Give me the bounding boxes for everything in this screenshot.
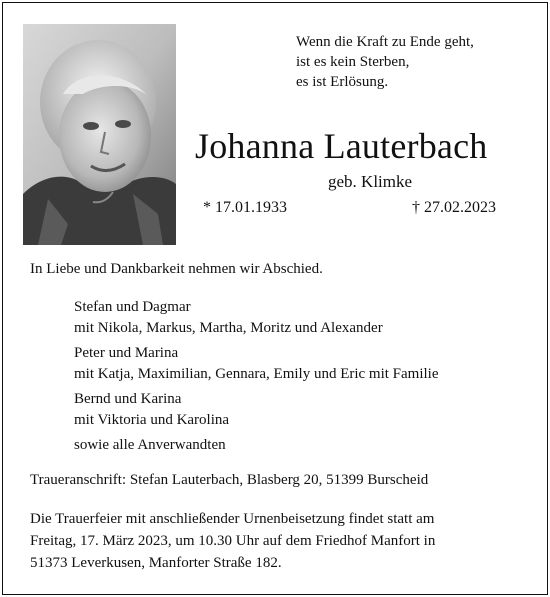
- quote-line: Wenn die Kraft zu Ende geht,: [296, 34, 474, 50]
- portrait-photo: [23, 24, 176, 245]
- family-parents: Bernd und Karina: [74, 391, 182, 407]
- family-parents: Stefan und Dagmar: [74, 299, 191, 315]
- ceremony-line: Die Trauerfeier mit anschließender Urnenbeisetzung findet statt am: [30, 511, 435, 527]
- intro-text: In Liebe und Dankbarkeit nehmen wir Abschied.: [30, 261, 323, 277]
- ceremony-info: [30, 508, 435, 574]
- quote-line: es ist Erlösung.: [296, 74, 389, 90]
- deceased-name: Johanna Lauterbach: [195, 126, 488, 166]
- family-list: [74, 297, 439, 456]
- maiden-name: geb. Klimke: [328, 172, 413, 191]
- birth-date: * 17.01.1933: [203, 199, 287, 216]
- ceremony-line: Freitag, 17. März 2023, um 10.30 Uhr auf dem Friedhof Manfort in: [30, 533, 436, 549]
- family-group: [74, 389, 439, 431]
- quote: [296, 32, 474, 92]
- family-children: mit Katja, Maximilian, Gennara, Emily und Eric mit Familie: [74, 366, 439, 382]
- relatives-line: sowie alle Anverwandten: [74, 437, 226, 453]
- family-group: [74, 297, 439, 339]
- mourning-address: Traueranschrift: Stefan Lauterbach, Blasberg 20, 51399 Burscheid: [30, 472, 429, 488]
- death-date: † 27.02.2023: [412, 199, 496, 216]
- family-children: mit Viktoria und Karolina: [74, 412, 230, 428]
- family-children: mit Nikola, Markus, Martha, Moritz und Alexander: [74, 320, 383, 336]
- family-parents: Peter und Marina: [74, 345, 179, 361]
- quote-line: ist es kein Sterben,: [296, 54, 410, 70]
- family-group: [74, 343, 439, 385]
- ceremony-line: 51373 Leverkusen, Manforter Straße 182.: [30, 555, 282, 571]
